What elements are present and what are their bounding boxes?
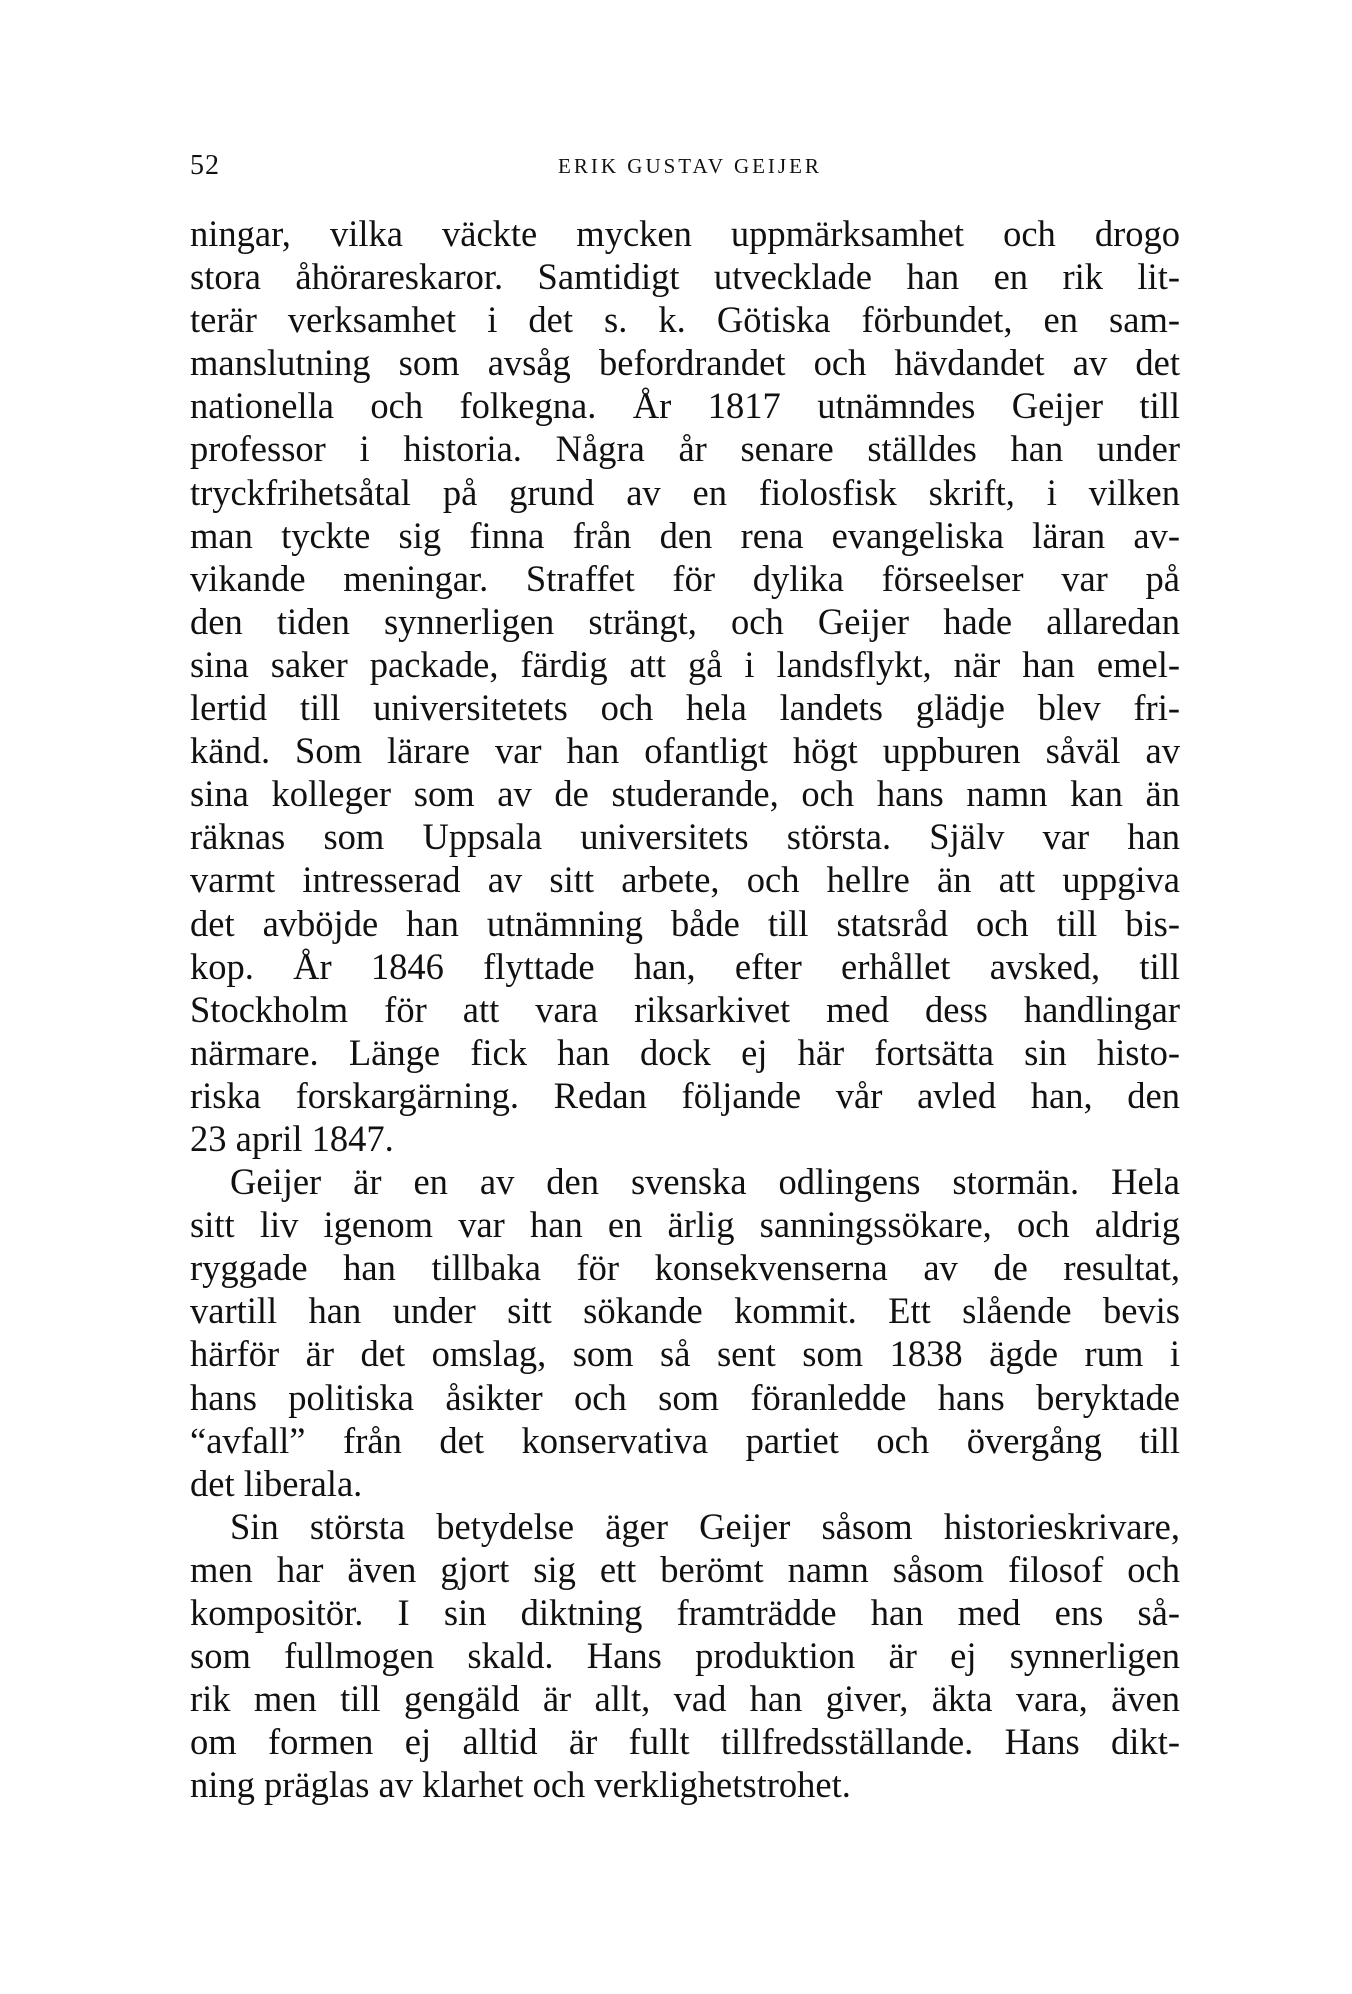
text-line: sina saker packade, färdig att gå i landsflykt, när han emel- [190,643,1180,685]
text-line: den tiden synnerligen strängt, och Geijer hade allaredan [190,600,1180,642]
text-line: det avböjde han utnämning både till statsråd och till bis- [190,902,1180,944]
text-line: men har även gjort sig ett berömt namn såsom filosof och [190,1548,1180,1590]
text-line: ningar, vilka väckte mycken uppmärksamhet och drogo [190,213,1180,254]
text-line: kompositör. I sin diktning framträdde han med ens så- [190,1592,1180,1633]
text-line: härför är det omslag, som så sent som 1838 ägde rum i [190,1333,1180,1375]
text-line: vartill han under sitt sökande kommit. Ett slående bevis [190,1290,1180,1332]
text-line: Geijer är en av den svenska odlingens stormän. Hela [230,1161,1180,1203]
text-line: vikande meningar. Straffet för dylika förseelser var på [190,557,1180,599]
text-line: professor i historia. Några år senare ställdes han under [190,428,1180,470]
paragraph [190,1160,1180,1505]
text-line: tryckfrihetsåtal på grund av en fiolosfisk skrift, i vilken [190,471,1180,513]
text-line: rik men till gengäld är allt, vad han giver, äkta vara, även [190,1678,1180,1720]
text-line: sitt liv igenom var han en ärlig sanningssökare, och aldrig [190,1204,1180,1246]
running-head [190,150,1180,190]
text-line: ryggade han tillbaka för konsekvenserna av de resultat, [190,1247,1180,1289]
text-line: manslutning som avsåg befordrandet och hävdandet av det [190,342,1180,384]
text-line: Stockholm för att vara riksarkivet med dess handlingar [190,988,1180,1030]
text-line: det liberala. [190,1462,363,1504]
text-line: räknas som Uppsala universitets största. Själv var han [190,816,1180,858]
text-line: lertid till universitetets och hela landets glädje blev fri- [190,687,1180,729]
paragraph [190,212,1180,1160]
text-line: som fullmogen skald. Hans produktion är ej synnerligen [190,1635,1180,1677]
paragraph [190,1505,1180,1807]
text-line: terär verksamhet i det s. k. Götiska förbundet, en sam- [190,299,1180,341]
text-line: hans politiska åsikter och som föranledde hans beryktade [190,1376,1180,1418]
text-line: om formen ej alltid är fullt tillfredsställande. Hans dikt- [190,1721,1180,1763]
body-text [190,212,1180,1806]
running-title: ERIK GUSTAV GEIJER [558,154,822,178]
text-line: 23 april 1847. [190,1117,394,1159]
text-line: “avfall” från det konservativa partiet och övergång till [190,1419,1180,1461]
text-line: sina kolleger som av de studerande, och hans namn kan än [190,773,1180,815]
text-line: kop. År 1846 flyttade han, efter erhållet avsked, till [190,945,1180,987]
page-number: 52 [190,150,220,181]
text-line: riska forskargärning. Redan följande vår avled han, den [190,1074,1180,1116]
text-line: stora åhörareskaror. Samtidigt utvecklade han en rik lit- [190,256,1180,298]
text-line: man tyckte sig finna från den rena evangeliska läran av- [190,514,1180,556]
text-line: ning präglas av klarhet och verklighetstrohet. [190,1764,851,1806]
text-line: Sin största betydelse äger Geijer såsom historieskrivare, [230,1505,1180,1547]
text-line: närmare. Länge fick han dock ej här fortsätta sin histo- [190,1031,1180,1073]
text-line: varmt intresserad av sitt arbete, och hellre än att uppgiva [190,859,1180,901]
text-line: känd. Som lärare var han ofantligt högt uppburen såväl av [190,730,1180,772]
text-line: nationella och folkegna. År 1817 utnämndes Geijer till [190,385,1180,427]
